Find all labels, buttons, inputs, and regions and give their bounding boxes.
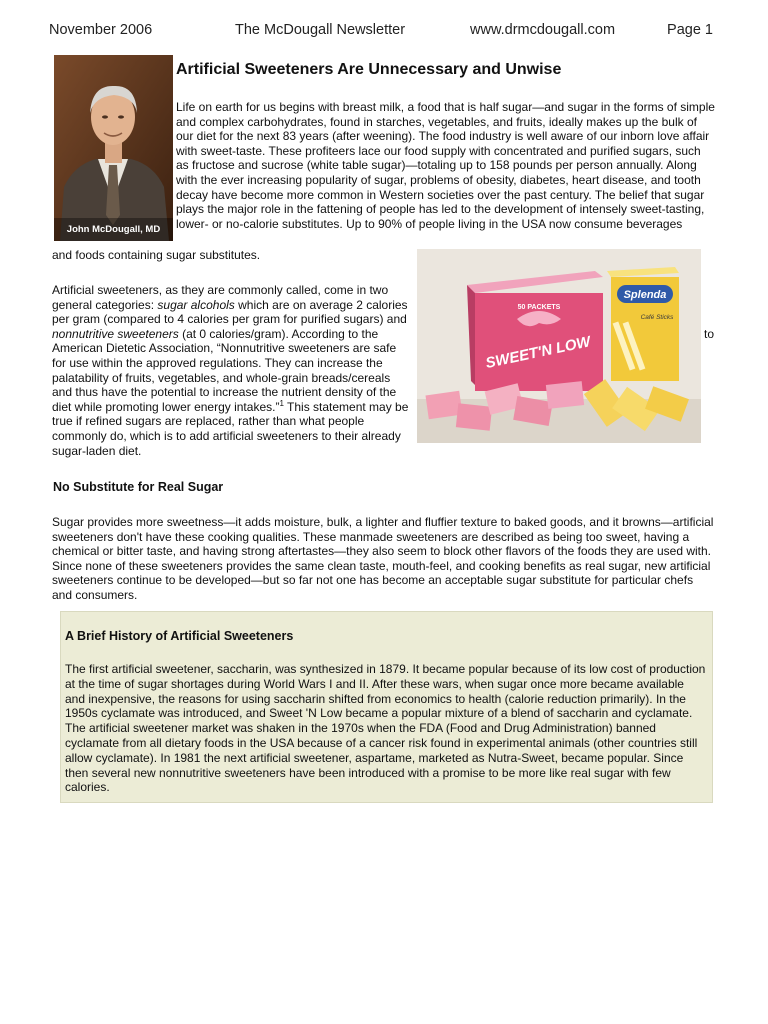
term-nonnutritive: nonnutritive sweeteners: [52, 326, 179, 341]
history-heading: A Brief History of Artificial Sweeteners: [65, 629, 294, 643]
term-sugar-alcohols: sugar alcohols: [157, 297, 235, 312]
sweetnlow-brand: SWEET'N LOW: [484, 333, 593, 373]
section-heading-no-substitute: No Substitute for Real Sugar: [53, 480, 224, 494]
newsletter-header: [49, 22, 713, 42]
sweeteners-text-4: This statement may be true if refined sugars are replaced, rather than what people commonly do, which is to add artificial sweeteners to their already sugar-laden diet.: [52, 399, 409, 458]
portrait-caption: John McDougall, MD: [66, 224, 161, 235]
sweeteners-text-2: which are on average 2 calories per gram (compared to 4 calories per gram for purified sugars) and: [52, 297, 408, 327]
sweeteners-paragraph: [52, 283, 412, 458]
splenda-brand: Splenda: [623, 289, 667, 301]
history-paragraph: The first artificial sweetener, saccharin, was synthesized in 1879. It became popular because of its low cost of production at the time of sugar shortages during World Wars I and II. After these wars, when sugar once more became available and inexpensive, the reasons for using saccharin shifted from economics to health (calorie reduction primarily). In the 1950s cyclamate was introduced, and Sweet 'N Low became a popular mixture of a blend of saccharin and cyclamate. The artificial sweetener market was shaken in the 1970s when the FDA (Food and Drug Administration) banned cyclamate from all dietary foods in the USA because of a cancer risk found in experimental animals (other countries still allow cyclamate). In 1981 the next artificial sweetener, aspartame, marketed as Nutra-Sweet, became popular. Since then several new nonnutritive sweeteners have been introduced with a promise to be more like real sugar with few calories.: [65, 662, 706, 795]
article-title: Artificial Sweeteners Are Unnecessary and Unwise: [176, 61, 562, 78]
footnote-ref: 1: [279, 398, 284, 408]
issue-date: November 2006: [49, 22, 153, 38]
sweeteners-text-3: (at 0 calories/gram). According to the American Dietetic Association, “Nonnutritive sweeteners are safe for use within the approved regulations. They can increase the palatability of fruits, vegetables, and whole-grain breads/cereals and thus have the potential to increase the nutrient density of the diet while promoting lower energy intakes.”: [52, 326, 397, 414]
box-count-label: 50 PACKETS: [517, 304, 561, 311]
splenda-sub-label: Café Sticks: [640, 314, 674, 321]
page-number: Page 1: [667, 22, 713, 38]
history-sidebar-box: [60, 611, 713, 803]
intro-paragraph: Life on earth for us begins with breast milk, a food that is half sugar—and sugar in the forms of simple and complex carbohydrates, found in starches, vegetables, and fruits, ideally makes up the bulk of our diet for the next 83 years (after weening). The food industry is well aware of our inborn love affair with sweet-taste. These profiteers lace our food supply with concentrated and purified sugars, such as fructose and sucrose (white table sugar)—totaling up to 158 pounds per person annually. Along with the ever increasing popularity of sugar, problems of obesity, diabetes, heart disease, and tooth decay have become more common in Western societies over the past century. The belief that sugar plays the major role in the fattening of people has led to the development of intensely sweet-tasting, lower- or no-calorie substitutes. Up to 90% of people living in the USA now consume beverages: [176, 100, 715, 231]
stray-word-to: to: [704, 327, 715, 341]
sweeteners-text-1: Artificial sweeteners, as they are commonly called, come in two general categories:: [52, 283, 389, 312]
no-substitute-paragraph: Sugar provides more sweetness—it adds moisture, bulk, a lighter and fluffier texture to baked goods, and it browns—artificial sweeteners don't have these cooking qualities. These manmade sweeteners are described as being too sweet, having a chemical or bitter taste, and having strong aftertastes—they also seem to block other flavors of the foods they are used with. Since none of these sweeteners provides the same clean taste, mouth-feel, and cooking benefits as real sugar, new artificial sweeteners continue to be developed—but so far not one has become an acceptable sugar substitute for particular chefs and consumers.: [52, 515, 714, 602]
intro-paragraph-tail: and foods containing sugar substitutes.: [52, 248, 261, 262]
newsletter-title: The McDougall Newsletter: [235, 22, 406, 38]
sweetener-products-photo: [417, 249, 701, 443]
author-portrait: [54, 55, 173, 241]
website-url: www.drmcdougall.com: [470, 22, 616, 38]
